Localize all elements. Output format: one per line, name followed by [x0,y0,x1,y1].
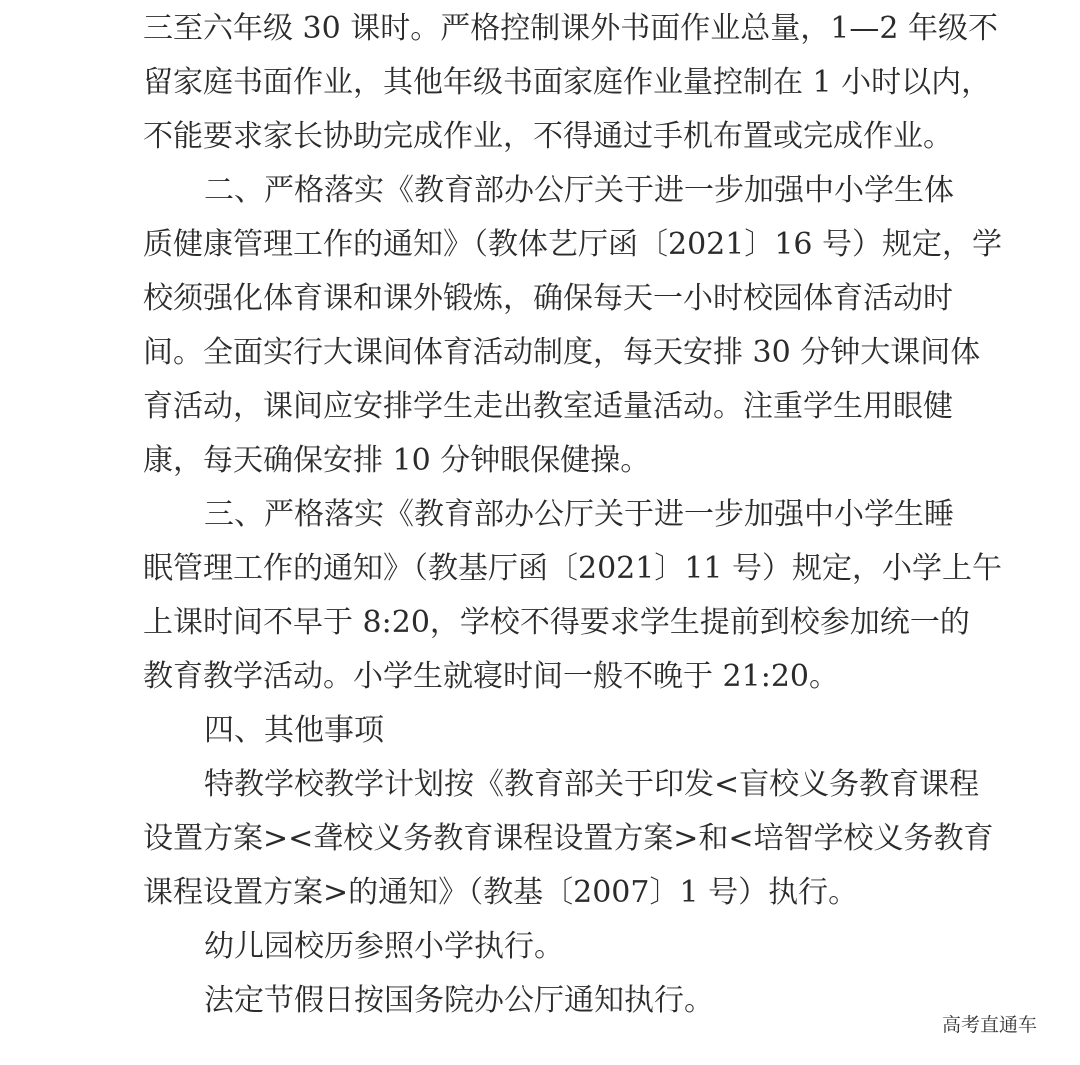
text-line: 幼儿园校历参照小学执行。 [204,929,564,964]
text-line: 特教学校教学计划按《教育部关于印发<盲校义务教育课程 [204,767,980,802]
text-line: 上课时间不早于 8:20，学校不得要求学生提前到校参加统一的 [143,605,970,640]
section-heading: 三、严格落实《教育部办公厅关于进一步加强中小学生睡 [204,497,954,532]
text-line: 育活动，课间应安排学生走出教室适量活动。注重学生用眼健 [143,389,953,424]
text-line: 留家庭书面作业，其他年级书面家庭作业量控制在 1 小时以内， [143,65,992,100]
text-line: 课程设置方案>的通知》（教基〔2007〕1 号）执行。 [143,875,859,910]
text-line: 不能要求家长协助完成作业，不得通过手机布置或完成作业。 [143,119,953,154]
text-line: 设置方案><聋校义务教育课程设置方案>和<培智学校义务教育 [143,821,994,856]
section-heading: 四、其他事项 [204,713,384,748]
text-line: 康，每天确保安排 10 分钟眼保健操。 [143,443,651,478]
text-line: 眠管理工作的通知》（教基厅函〔2021〕11 号）规定，小学上午 [143,551,1003,586]
section-heading: 二、严格落实《教育部办公厅关于进一步加强中小学生体 [204,173,954,208]
text-line: 质健康管理工作的通知》（教体艺厅函〔2021〕16 号）规定，学 [143,227,1003,262]
text-line: 间。全面实行大课间体育活动制度，每天安排 30 分钟大课间体 [143,335,981,370]
text-line: 校须强化体育课和课外锻炼，确保每天一小时校园体育活动时 [143,281,953,316]
text-line: 三至六年级 30 课时。严格控制课外书面作业总量，1—2 年级不 [143,11,998,46]
text-line: 教育教学活动。小学生就寝时间一般不晚于 21:20。 [143,659,839,694]
text-line: 法定节假日按国务院办公厅通知执行。 [204,983,714,1018]
watermark: 高考直通车 [942,1014,1038,1036]
